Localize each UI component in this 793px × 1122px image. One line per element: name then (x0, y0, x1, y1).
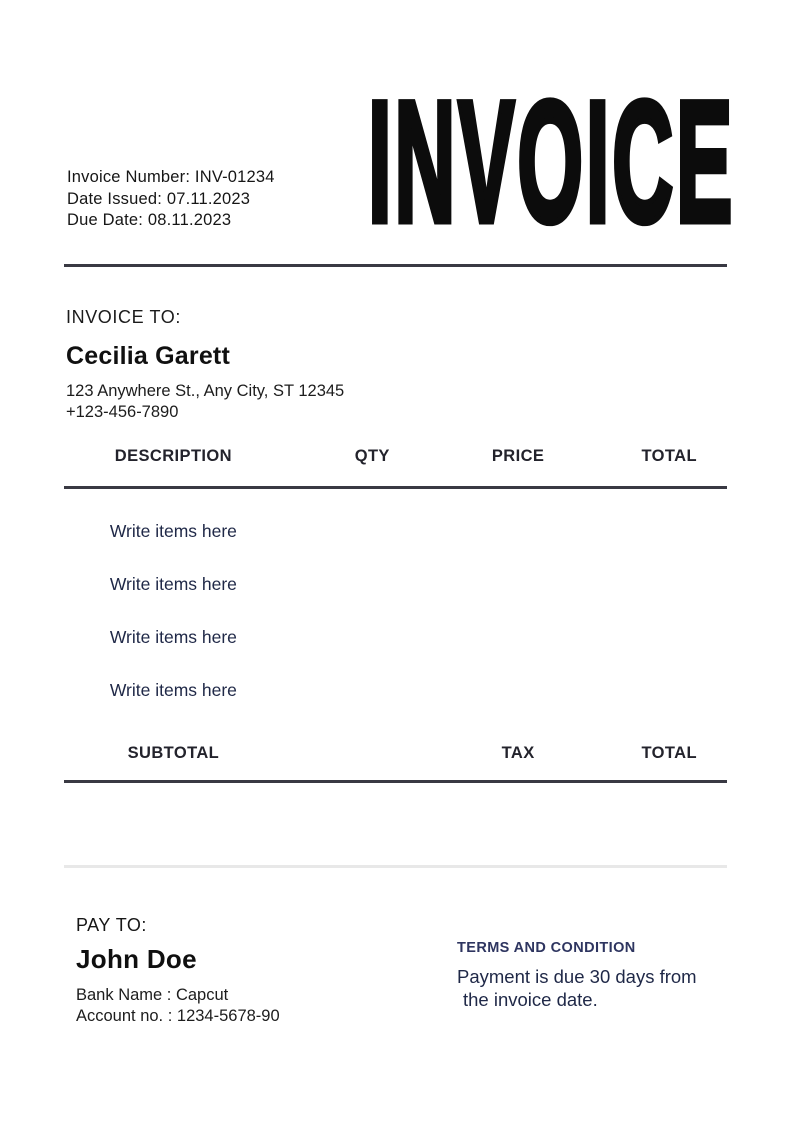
header-description: DESCRIPTION (114, 447, 232, 465)
table-header-divider (64, 486, 727, 489)
bill-to-label: INVOICE TO: (66, 307, 181, 327)
invoice-meta (67, 167, 275, 232)
pay-to-label: PAY TO: (76, 915, 147, 935)
item-description-placeholder[interactable]: Write items here (109, 574, 237, 594)
header-qty: QTY (354, 447, 390, 465)
items-table-header (64, 447, 727, 466)
bill-to-name: Cecilia Garett (66, 342, 230, 370)
terms-label: TERMS AND CONDITION (457, 940, 636, 956)
table-row (64, 611, 727, 664)
subtotal-label: SUBTOTAL (127, 744, 220, 762)
account-number: Account no. : 1234-5678-90 (76, 1007, 280, 1026)
header-total: TOTAL (641, 447, 697, 465)
date-issued: Date Issued: 07.11.2023 (67, 189, 251, 208)
terms-section (457, 940, 747, 1011)
table-row (64, 664, 727, 717)
item-description-placeholder[interactable]: Write items here (109, 680, 237, 700)
items-table-body (64, 505, 727, 717)
bill-to-address (66, 381, 344, 424)
bank-name: Bank Name : Capcut (76, 986, 229, 1004)
item-description-placeholder[interactable]: Write items here (109, 627, 237, 647)
page-title: INVOICE (367, 66, 735, 258)
pay-to-bank-details (76, 985, 280, 1028)
table-row (64, 505, 727, 558)
due-date: Due Date: 08.11.2023 (67, 211, 232, 230)
totals-divider (64, 780, 727, 783)
totals-row (64, 744, 727, 763)
bill-to-street: 123 Anywhere St., Any City, ST 12345 (66, 382, 345, 400)
footer-divider (64, 865, 727, 868)
bill-to-phone: +123-456-7890 (66, 403, 179, 422)
tax-label: TAX (501, 744, 535, 762)
pay-to-section (76, 915, 280, 1028)
terms-text-line1: Payment is due 30 days from (457, 966, 697, 987)
totals-spacer (283, 744, 462, 763)
header-price: PRICE (491, 447, 545, 465)
bill-to-section (66, 307, 344, 424)
total-label: TOTAL (641, 744, 697, 762)
table-row (64, 558, 727, 611)
pay-to-name: John Doe (76, 944, 197, 974)
terms-text-line2: the invoice date. (463, 989, 598, 1010)
header-divider (64, 264, 727, 267)
invoice-number: Invoice Number: INV-01234 (67, 168, 275, 186)
item-description-placeholder[interactable]: Write items here (109, 521, 237, 541)
